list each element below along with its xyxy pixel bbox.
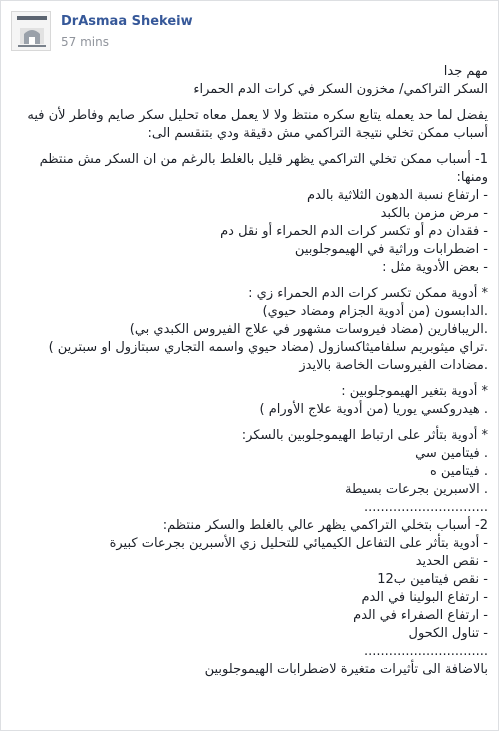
post-line: .الريبافارين (مضاد فيروسات مشهور في علاج الفيروس الكبدي بي) <box>129 322 488 337</box>
post-line: . فيتامين ه <box>429 464 488 479</box>
post-line: - ارتفاع البولينا في الدم <box>361 590 488 605</box>
post-line: مهم جدا <box>443 64 488 79</box>
post-separator: .............................. <box>364 500 488 515</box>
post-line: - نقص الحديد <box>415 554 488 569</box>
post-line: - أدوية بتأثر على التفاعل الكيميائي للتحليل زي الأسبرين بجرعات كبيرة <box>109 536 488 551</box>
post-line: بالاضافة الى تأثيرات متغيرة لاضطرابات الهيموجلوبين <box>204 662 488 677</box>
post-line: - نقص فيتامين ب12 <box>377 572 488 587</box>
post-line: - اضطرابات وراثية في الهيموجلوبين <box>294 242 488 257</box>
post-line: - ارتفاع نسبة الدهون الثلاثية بالدم <box>307 188 488 203</box>
post-line: . فيتامين سي <box>415 446 488 461</box>
post-separator: .............................. <box>364 644 488 659</box>
post-line: - بعض الأدوية مثل : <box>382 260 488 275</box>
author-name[interactable]: DrAsmaa Shekeiw <box>61 14 193 29</box>
post-line: * أدوية بتغير الهيموجلوبين : <box>341 384 488 399</box>
post-body <box>13 63 488 679</box>
post-line: * أدوية بتأثر على ارتباط الهيموجلوبين بالسكر: <box>241 428 488 443</box>
post-line: . الاسبرين بجرعات بسيطة <box>345 482 488 497</box>
post-line: 1- أسباب ممكن تخلي التراكمي يظهر قليل بالغلط بالرغم من ان السكر مش منتظم ومنها: <box>39 152 488 185</box>
post-line: . هيدروكسي يوريا (من أدوية علاج الأورام ) <box>259 402 488 417</box>
post-line: - فقدان دم أو تكسر كرات الدم الحمراء أو نقل دم <box>220 224 488 239</box>
post-line: السكر التراكمي/ مخزون السكر في كرات الدم الحمراء <box>193 82 488 97</box>
avatar-image-icon <box>12 12 51 51</box>
post-line: - تناول الكحول <box>408 626 488 641</box>
post-line: * أدوية ممكن تكسر كرات الدم الحمراء زي : <box>248 286 488 301</box>
author-avatar[interactable] <box>11 11 51 51</box>
post-line: .مضادات الفيروسات الخاصة بالايدز <box>299 358 488 373</box>
post-line: يفضل لما حد يعمله يتابع سكره منتظ ولا لا يعمل معاه تحليل سكر صايم وفاطر لأن فيه أسباب ممكن تخلي نتيجة التراكمي مش دقيقة ودي بتنقسم الى: <box>27 108 488 141</box>
post-timestamp[interactable]: 57 mins <box>61 35 109 49</box>
post-line: - مرض مزمن بالكبد <box>380 206 488 221</box>
post-line: .الدابسون (من أدوية الجزام ومضاد حيوي) <box>262 304 488 319</box>
post-line: 2- أسباب بتخلي التراكمي يظهر عالي بالغلط والسكر منتظم: <box>162 518 488 533</box>
post-header <box>11 11 411 55</box>
post-line: - ارتفاع الصفراء في الدم <box>353 608 488 623</box>
post-line: .تراي ميثوبريم سلفاميثاكسازول (مضاد حيوي واسمه التجاري سبتازول او سبترين ) <box>48 340 488 355</box>
